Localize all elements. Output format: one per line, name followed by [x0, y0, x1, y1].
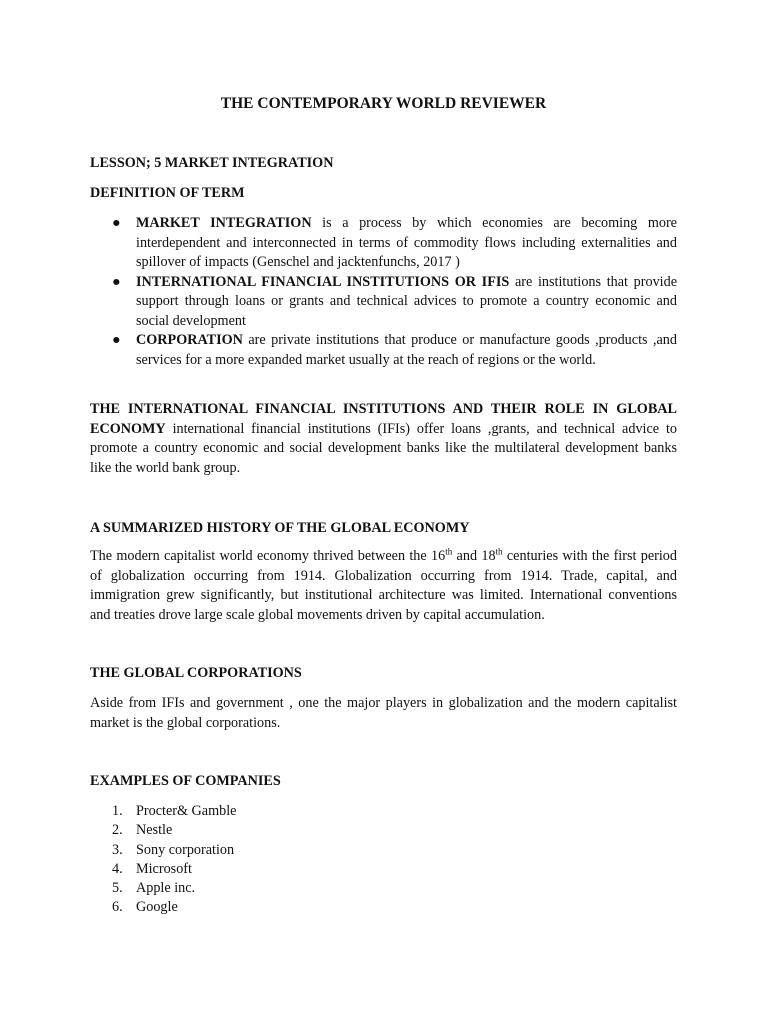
history-text: and 18 — [452, 548, 496, 564]
superscript: th — [495, 546, 503, 557]
ifi-heading: THE INTERNATIONAL FINANCIAL INSTITUTIONS AND THEIR ROLE IN GLOBAL ECONOMY — [90, 401, 677, 437]
list-item — [90, 273, 677, 332]
list-item — [90, 879, 236, 898]
corporations-paragraph: Aside from IFIs and government , one the major players in globalization and the modern capitalist market is the global corporations. — [90, 695, 677, 731]
company-name: Microsoft — [136, 860, 192, 877]
list-item — [90, 802, 236, 821]
list-number: 2. — [112, 822, 123, 839]
ifi-text: international financial institutions (IFIs) offer loans ,grants, and technical advice to promote a country economic and social development banks like the multilateral development banks like the world bank group. — [90, 420, 677, 476]
list-number: 1. — [112, 803, 123, 819]
bullet-icon: ● — [112, 273, 121, 290]
list-number: 4. — [112, 860, 123, 877]
company-name: Procter& Gamble — [136, 803, 237, 819]
list-number: 6. — [112, 899, 123, 916]
list-number: 5. — [112, 880, 123, 897]
definition-heading: DEFINITION OF TERM — [90, 185, 245, 201]
company-name: Google — [136, 899, 178, 916]
history-paragraph — [90, 547, 677, 625]
company-list — [90, 802, 236, 918]
bullet-icon: ● — [112, 332, 121, 348]
company-name: Nestle — [136, 822, 173, 839]
definition-list — [90, 214, 677, 370]
company-name: Sony corporation — [136, 841, 235, 858]
list-item — [90, 860, 236, 879]
history-text: The modern capitalist world economy thrived between the 16 — [90, 548, 446, 564]
definition-text: are institutions that provide support through loans or grants and technical advices to promote a country economic and social development — [136, 273, 677, 329]
history-text: centuries with the first period of globalization occurring from 1914. Globalization occurring from 1914. Trade, capital, and immigration grew significantly, but institutional architecture was limited. International conventions and treaties drove large scale global movements driven by capital accumulation. — [90, 548, 677, 623]
definition-term: CORPORATION — [136, 332, 243, 348]
list-item — [90, 898, 236, 917]
definition-text: are private institutions that produce or manufacture goods ,products ,and services for a more expanded market usually at the reach of regions or the world. — [136, 332, 677, 368]
company-name: Apple inc. — [136, 880, 196, 897]
examples-heading: EXAMPLES OF COMPANIES — [90, 773, 281, 789]
page-title: THE CONTEMPORARY WORLD REVIEWER — [220, 95, 547, 112]
list-item — [90, 821, 236, 840]
bullet-icon: ● — [112, 215, 121, 231]
superscript: th — [445, 546, 453, 557]
list-item — [90, 841, 236, 860]
ifi-paragraph — [90, 400, 677, 478]
list-number: 3. — [112, 841, 123, 858]
corporations-heading: THE GLOBAL CORPORATIONS — [90, 665, 302, 681]
list-item — [90, 331, 677, 370]
definition-term: INTERNATIONAL FINANCIAL INSTITUTIONS OR IFIS — [136, 273, 510, 290]
definition-term: MARKET INTEGRATION — [136, 215, 312, 231]
lesson-heading: LESSON; 5 MARKET INTEGRATION — [90, 155, 334, 171]
definition-text: is a process by which economies are becoming more interdependent and interconnected in terms of commodity flows including externalities and spillover of impacts (Genschel and jacktenfunchs, 2017 ) — [136, 215, 677, 270]
list-item — [90, 214, 677, 273]
history-heading: A SUMMARIZED HISTORY OF THE GLOBAL ECONOMY — [90, 520, 470, 536]
